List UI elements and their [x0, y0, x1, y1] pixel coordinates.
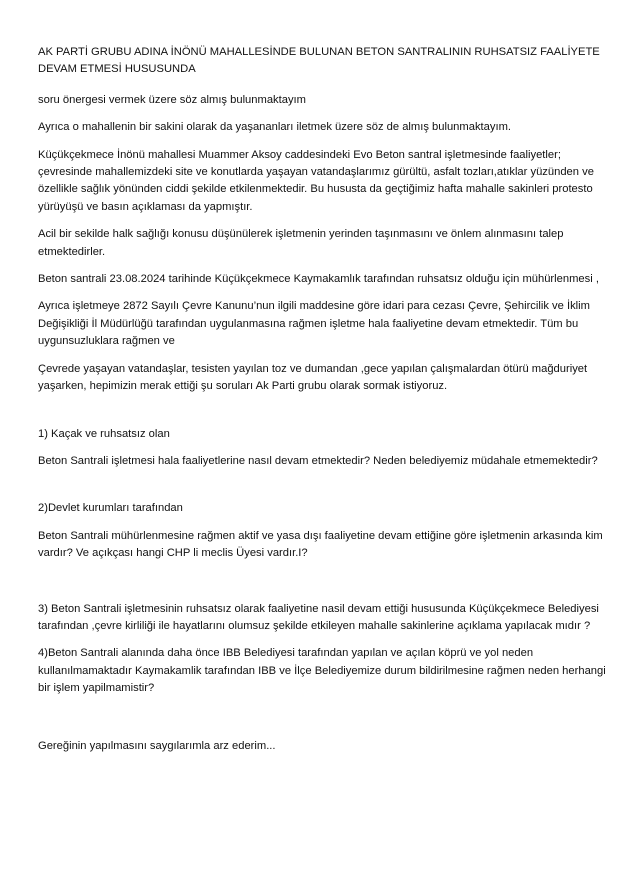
situation-paragraph: Küçükçekmece İnönü mahallesi Muammer Aksoy caddesindeki Evo Beton santral işletmesinde faaliyetler; çevresinde mahallemizdeki site ve konutlarda yaşayan vatandaşlarımız gürültü, asfalt tozları,atıklar yüzünden ve özellikle sağlık yönünden ciddi şekilde etkilenmektedir. Bu hususta da geçtiğimiz hafta mahalle sakinleri protesto yürüyüşü ve basın açıklaması da yapmıştır.	[38, 148, 594, 213]
question-2-body: Beton Santrali mühürlenmesine rağmen aktif ve yasa dışı faaliyetine devam ettiğine göre işletmenin arkasında kim vardır? Ve açıkçası hangi CHP li meclis Üyesi vardır.I?	[38, 529, 603, 560]
document-page	[38, 44, 610, 765]
question-1-body: Beton Santrali işletmesi hala faaliyetlerine nasıl devam etmektedir? Neden belediyemiz müdahale etmemektedir?	[38, 454, 598, 467]
question-2-heading: 2)Devlet kurumları tarafından	[38, 502, 183, 515]
sealing-paragraph: Beton santrali 23.08.2024 tarihinde Küçükçekmece Kaymakamlık tarafından ruhsatsız olduğu için mühürlenmesi ,	[38, 273, 599, 286]
demand-paragraph: Acil bir sekilde halk sağlığı konusu düşünülerek işletmenin yerinden taşınmasını ve önlem alınmasını talep etmektedirler.	[38, 228, 564, 258]
closing-line: Gereğinin yapılmasını saygılarımla arz ederim...	[38, 739, 276, 752]
question-3: 3) Beton Santrali işletmesinin ruhsatsız olarak faaliyetine nasil devam ettiği hususunda Küçükçekmece Belediyesi tarafından ,çevre kirliliği ile hayatlarını olumsuz şekilde etkileyen mahalle sakinlerine açıklama yapılacak mıdır ?	[38, 602, 599, 632]
intro-paragraph: soru önergesi vermek üzere söz almış bulunmaktayım	[38, 93, 306, 106]
fine-paragraph: Ayrıca işletmeye 2872 Sayılı Çevre Kanunu’nun ilgili maddesine göre idari para cezası Çevre, Şehircilik ve İklim Değişikliği İl Müdürlüğü tarafından uygulanmasına rağmen işletme hala faaliyetine devam etmektedir. Tüm bu uygunsuzluklara rağmen ve	[38, 300, 590, 348]
question-intro-paragraph: Çevrede yaşayan vatandaşlar, tesisten yayılan toz ve dumandan ,gece yapılan çalışmalardan ötürü mağduriyet yaşarken, hepimizin merak ettiği şu soruları Ak Parti grubu olarak sormak istiyoruz.	[38, 362, 588, 393]
document-title: AK PARTİ GRUBU ADINA İNÖNÜ MAHALLESİNDE BULUNAN BETON SANTRALININ RUHSATSIZ FAALİYETE DEVAM ETMESİ HUSUSUNDA	[38, 46, 600, 76]
question-4: 4)Beton Santrali alanında daha önce IBB Belediyesi tarafından yapılan ve açılan köprü ve yol neden kullanılmamaktadır Kaymakamlik tarafından IBB ve İlçe Belediyemize durum bildirilmesine rağmen neden herhangi bir işlem yapilmamistir?	[38, 647, 606, 695]
resident-paragraph: Ayrıca o mahallenin bir sakini olarak da yaşananları iletmek üzere söz de almış bulunmaktayım.	[38, 121, 511, 134]
question-1-heading: 1) Kaçak ve ruhsatsız olan	[38, 427, 170, 440]
